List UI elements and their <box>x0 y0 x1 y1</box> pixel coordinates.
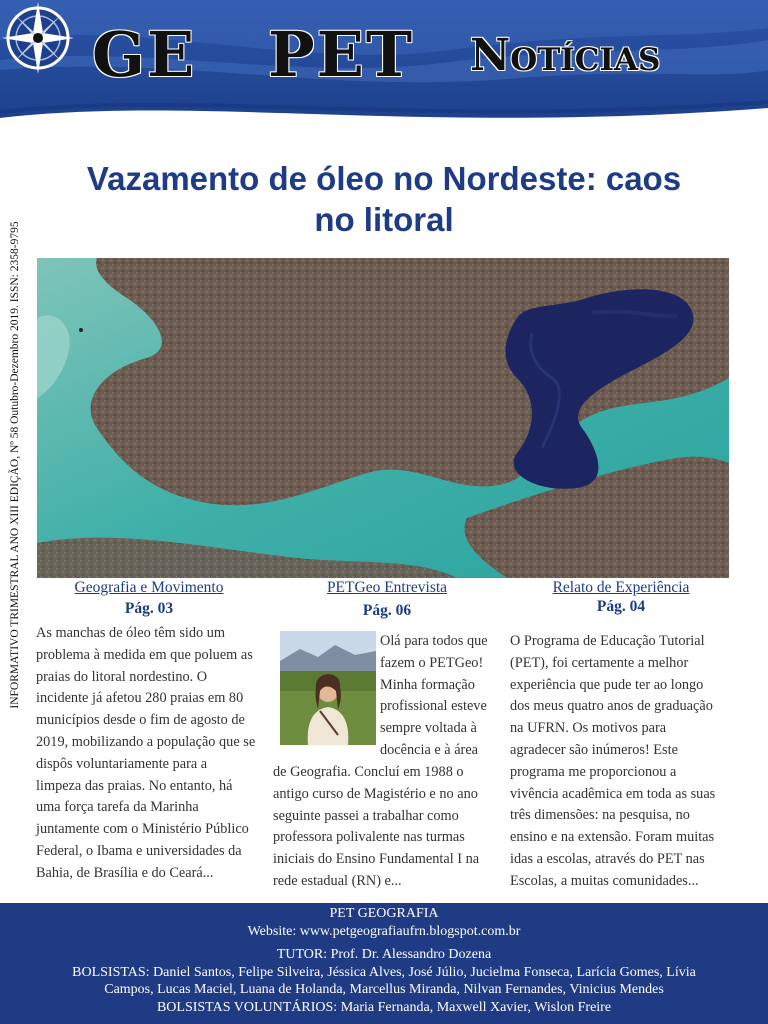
text-line: 2019, mobilizando a população que se <box>36 733 256 750</box>
issue-info-text: INFORMATIVO TRIMESTRAL ANO XIII EDIÇÃO, Nº 58 Outubro-Dezembro 2019. ISSN: 2358-9795 <box>9 221 21 709</box>
oil-spill-photo <box>37 258 729 578</box>
masthead-noticias: Notícias <box>470 30 661 81</box>
text-line: rede estadual (RN) e... <box>273 872 402 889</box>
compass-rose-icon <box>0 0 76 76</box>
text-line: idas a escolas, através do PET nas <box>510 850 705 867</box>
text-line: (PET), foi certamente a melhor <box>510 654 689 671</box>
footer-voluntarios: BOLSISTAS VOLUNTÁRIOS: Maria Fernanda, Maxwell Xavier, Wislon Freire <box>156 999 612 1015</box>
text-line: iniciais do Ensino Fundamental I na <box>273 851 480 868</box>
masthead-geo: GE <box>92 18 197 91</box>
article-entrevista-wrap <box>380 631 498 762</box>
footer-bolsistas-1: BOLSISTAS: Daniel Santos, Felipe Silveira, Jéssica Alves, José Júlio, Jucielma Fonseca, Larícia Gomes, Lívia <box>72 964 696 980</box>
text-line: de Geografia. Concluí em 1988 o <box>273 764 464 780</box>
footer-org: PET GEOGRAFIA <box>329 906 439 921</box>
masthead-pet: PET <box>268 18 415 91</box>
text-line: municípios desde o fim de agosto de <box>36 712 245 729</box>
issue-info <box>2 210 28 720</box>
text-line: limpeza das praias. No entanto, há <box>36 777 233 794</box>
text-line: uma força tarefa da Marinha <box>36 799 199 816</box>
text-line: As manchas de óleo têm sido um <box>36 625 226 641</box>
section-title-geografia[interactable] <box>40 579 258 597</box>
section-link-entrevista[interactable]: PETGeo Entrevista <box>326 579 448 596</box>
text-line: antigo curso de Magistério e no ano <box>273 785 478 802</box>
headline-line-2: no litoral <box>314 201 454 238</box>
footer-tutor: TUTOR: Prof. Dr. Alessandro Dozena <box>276 947 492 962</box>
section-page-geografia: Pág. 03 <box>124 600 174 617</box>
footer-credits <box>0 903 768 1024</box>
footer-website[interactable]: Website: www.petgeografiaufrn.blogspot.com.br <box>247 923 521 939</box>
text-line: docência e à área <box>380 741 479 758</box>
text-line: na UFRN. Os motivos para <box>510 720 667 737</box>
text-line: programa me proporcionou a <box>510 763 677 780</box>
text-line: Minha formação <box>380 676 475 693</box>
portrait-image <box>280 631 376 745</box>
text-line: Olá para todos que <box>380 633 488 649</box>
footer-bolsistas-2: Campos, Lucas Maciel, Luana de Holanda, Marcellus Miranda, Nilvan Fernandes, Vinicius Mendes <box>104 982 664 997</box>
article-relato <box>510 631 732 893</box>
text-line: Escolas, a muitas comunidades... <box>510 872 699 889</box>
text-line: problema à medida em que poluem as <box>36 646 253 663</box>
text-line: dos meus quatro anos de graduação <box>510 698 713 715</box>
text-line: Bahia, de Brasília e do Ceará... <box>36 864 214 881</box>
section-page-entrevista: Pág. 06 <box>362 602 412 619</box>
article-geografia <box>36 623 262 885</box>
text-line: Federal, o Ibama e universidades da <box>36 842 242 859</box>
section-link-geografia[interactable]: Geografia e Movimento <box>74 579 224 596</box>
section-title-entrevista[interactable] <box>282 579 492 597</box>
masthead-banner <box>0 0 768 140</box>
aerial-reef-image <box>37 258 729 578</box>
section-page-relato: Pág. 04 <box>596 598 646 615</box>
text-line: juntamente com o Ministério Público <box>36 821 249 838</box>
section-link-relato[interactable]: Relato de Experiência <box>552 579 690 596</box>
text-line: vivência acadêmica em toda as suas <box>510 785 716 802</box>
text-line: seguinte passei a trabalhar como <box>273 807 459 824</box>
text-line: professora polivalente nas turmas <box>273 829 465 846</box>
article-entrevista <box>273 762 499 893</box>
headline <box>40 158 728 240</box>
text-line: três dimensões: na pesquisa, no <box>510 807 690 824</box>
text-line: fazem o PETGeo! <box>380 654 484 671</box>
text-line: profissional esteve <box>380 698 487 715</box>
text-line: agradecer são inúmeros! Este <box>510 741 678 758</box>
text-line: O Programa de Educação Tutorial <box>510 633 705 649</box>
headline-line-1: Vazamento de óleo no Nordeste: caos <box>86 160 682 197</box>
text-line: experiência que pude ter ao longo <box>510 676 704 693</box>
text-line: ensino e na extensão. Foram muitas <box>510 829 715 846</box>
text-line: sempre voltada à <box>380 720 477 737</box>
interviewee-photo <box>280 631 376 745</box>
section-title-relato[interactable] <box>512 579 730 597</box>
text-line: dispôs voluntariamente para a <box>36 755 208 772</box>
text-line: praias do litoral nordestino. O <box>36 668 208 685</box>
text-line: incidente já afetou 280 praias em 80 <box>36 690 244 707</box>
